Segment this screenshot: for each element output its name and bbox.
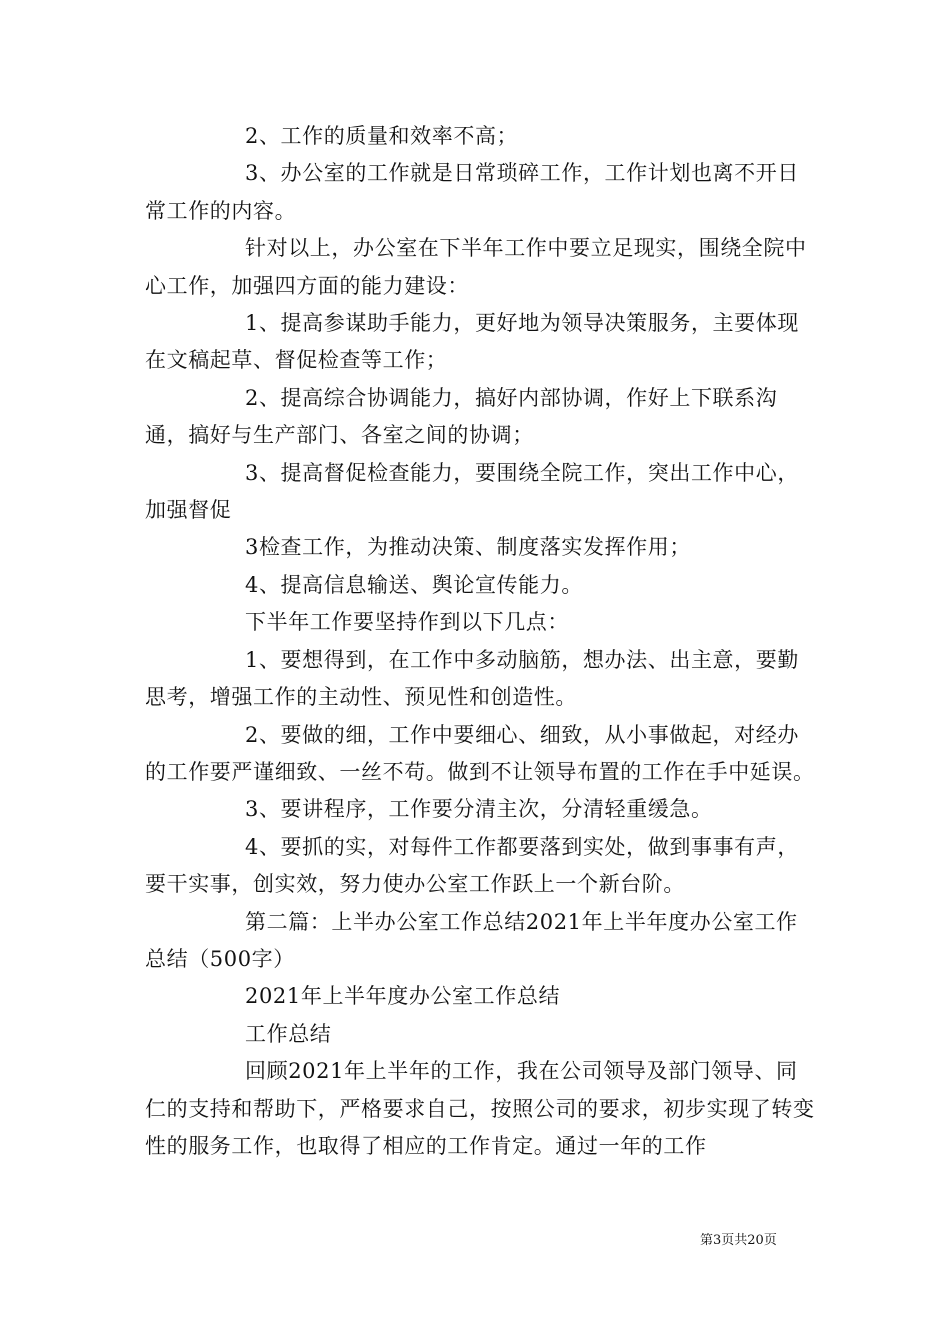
paragraph-7: 3检查工作，为推动决策、制度落实发挥作用；	[245, 535, 691, 560]
paragraph-11: 2、要做的细，工作中要细心、细致，从小事做起，对经办的工作要严谨细致、一丝不苟。做到不让领导布置的工作在手中延误。	[145, 722, 815, 784]
paragraph-17: 回顾2021年上半年的工作，我在公司领导及部门领导、同仁的支持和帮助下，严格要求自己，按照公司的要求，初步实现了转变性的服务工作，也取得了相应的工作肯定。通过一年的工作	[145, 1059, 815, 1158]
subheading-summary: 工作总结	[245, 1021, 332, 1046]
document-body	[145, 118, 815, 1165]
paragraph-13: 4、要抓的实，对每件工作都要落到实处，做到事事有声，要干实事，创实效，努力使办公室工作跃上一个新台阶。	[145, 834, 799, 897]
paragraph-9: 下半年工作要坚持作到以下几点：	[245, 610, 569, 635]
paragraph-5: 2、提高综合协调能力，搞好内部协调，作好上下联系沟通，搞好与生产部门、各室之间的协调；	[145, 385, 778, 448]
paragraph-10: 1、要想得到，在工作中多动脑筋，想办法、出主意，要勤思考，增强工作的主动性、预见性和创造性。	[145, 647, 799, 710]
paragraph-8: 4、提高信息输送、舆论宣传能力。	[245, 572, 583, 597]
page-number-footer: 第3页共20页	[700, 1233, 777, 1248]
paragraph-12: 3、要讲程序，工作要分清主次，分清轻重缓急。	[245, 797, 713, 822]
paragraph-3: 针对以上，办公室在下半年工作中要立足现实，围绕全院中心工作，加强四方面的能力建设：	[145, 236, 807, 298]
paragraph-2: 3、办公室的工作就是日常琐碎工作，工作计划也离不开日常工作的内容。	[145, 161, 799, 223]
section-heading: 第二篇：上半办公室工作总结2021年上半年度办公室工作总结（500字）	[145, 909, 798, 971]
paragraph-6: 3、提高督促检查能力，要围绕全院工作，突出工作中心，加强督促	[145, 460, 799, 523]
paragraph-4: 1、提高参谋助手能力，更好地为领导决策服务，主要体现在文稿起草、督促检查等工作；	[145, 311, 799, 373]
subheading-title: 2021年上半年度办公室工作总结	[245, 984, 561, 1009]
paragraph-1: 2、工作的质量和效率不高；	[245, 124, 519, 148]
